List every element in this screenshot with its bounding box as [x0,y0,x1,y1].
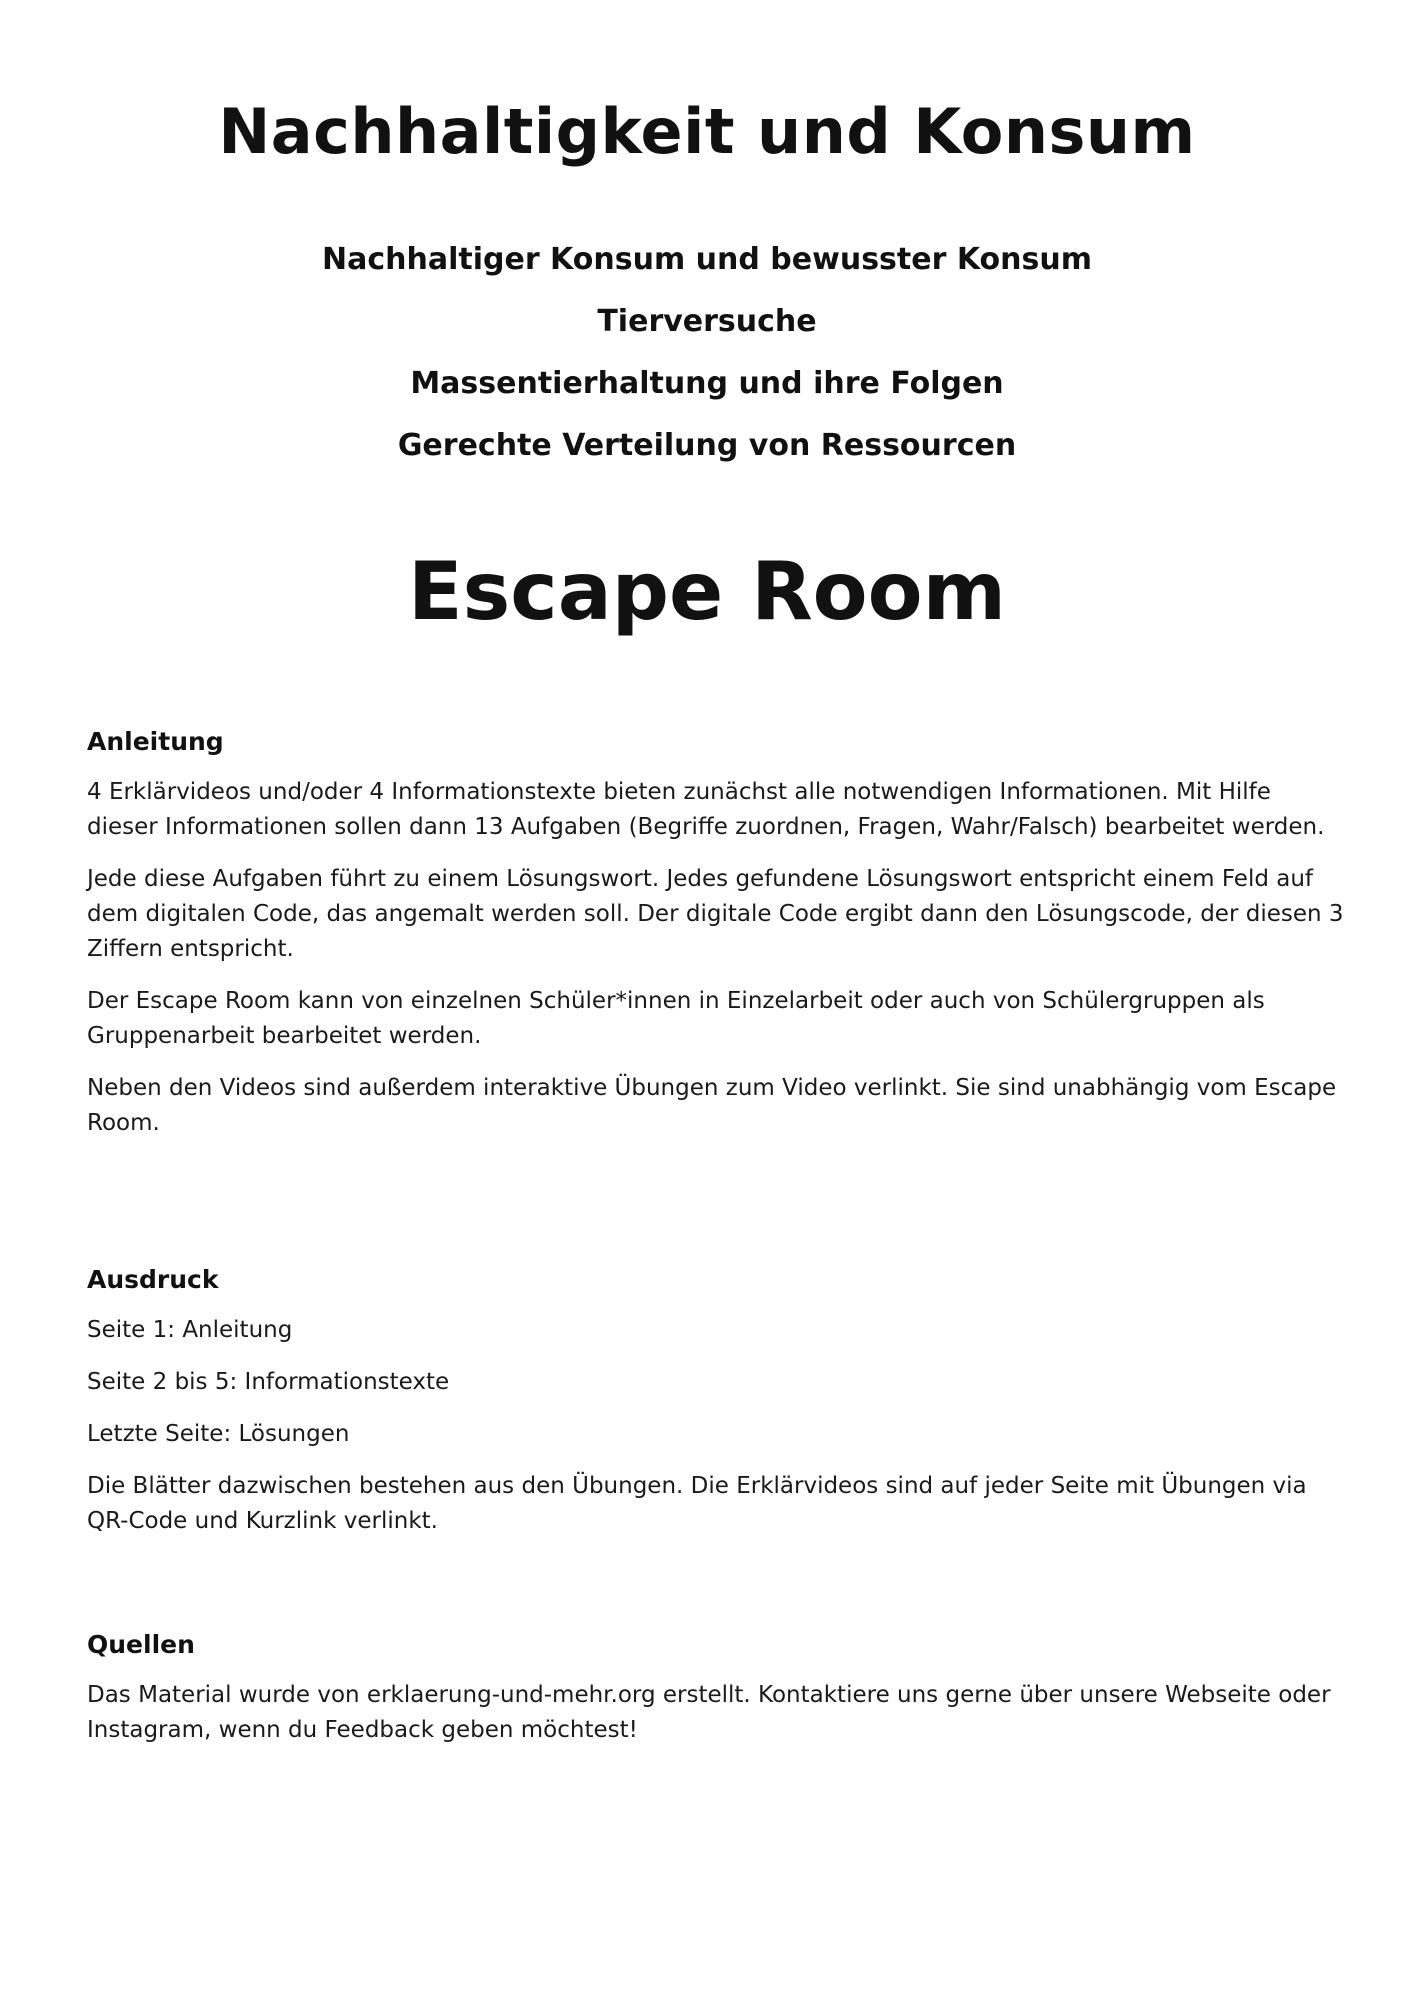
paragraph: Das Material wurde von erklaerung-und-mehr.org erstellt. Kontaktiere uns gerne über unsere Webseite oder Instagram, wenn du Feedback geben möchtest! [87,1682,1331,1743]
section-heading: Ausdruck [87,1265,219,1294]
section-quellen [87,1627,1347,1765]
paragraph: Neben den Videos sind außerdem interaktive Übungen zum Video verlinkt. Sie sind unabhängig vom Escape Room. [87,1075,1337,1136]
topic-item: Nachhaltiger Konsum und bewusster Konsum [322,242,1092,277]
paragraph: Die Blätter dazwischen bestehen aus den Übungen. Die Erklärvideos sind auf jeder Seite mit Übungen via QR-Code und Kurzlink verlinkt. [87,1473,1307,1534]
paragraph: Jede diese Aufgaben führt zu einem Lösungswort. Jedes gefundene Lösungswort entspricht einem Feld auf dem digitalen Code, das angemalt werden soll. Der digitale Code ergibt dann den Lösungscode, der diesen 3 Ziffern entspricht. [87,866,1344,962]
paragraph: Seite 1: Anleitung [87,1317,293,1343]
section-ausdruck [87,1262,1347,1556]
section-heading: Anleitung [87,727,224,756]
section-heading: Quellen [87,1630,195,1659]
main-title: Nachhaltigkeit und Konsum [218,95,1196,168]
paragraph: 4 Erklärvideos und/oder 4 Informationstexte bieten zunächst alle notwendigen Informationen. Mit Hilfe dieser Informationen sollen dann 13 Aufgaben (Begriffe zuordnen, Fragen, Wahr/Falsch) bearbeitet werden. [87,779,1325,840]
topic-item: Massentierhaltung und ihre Folgen [410,366,1004,401]
paragraph: Der Escape Room kann von einzelnen Schüler*innen in Einzelarbeit oder auch von Schülergruppen als Gruppenarbeit bearbeitet werden. [87,988,1265,1049]
paragraph: Seite 2 bis 5: Informationstexte [87,1369,450,1395]
paragraph: Letzte Seite: Lösungen [87,1421,350,1447]
topic-item: Tierversuche [597,304,817,339]
topic-item: Gerechte Verteilung von Ressourcen [397,428,1017,463]
escape-room-title: Escape Room [408,545,1006,638]
section-anleitung [87,724,1347,1158]
topic-list [0,240,1414,488]
